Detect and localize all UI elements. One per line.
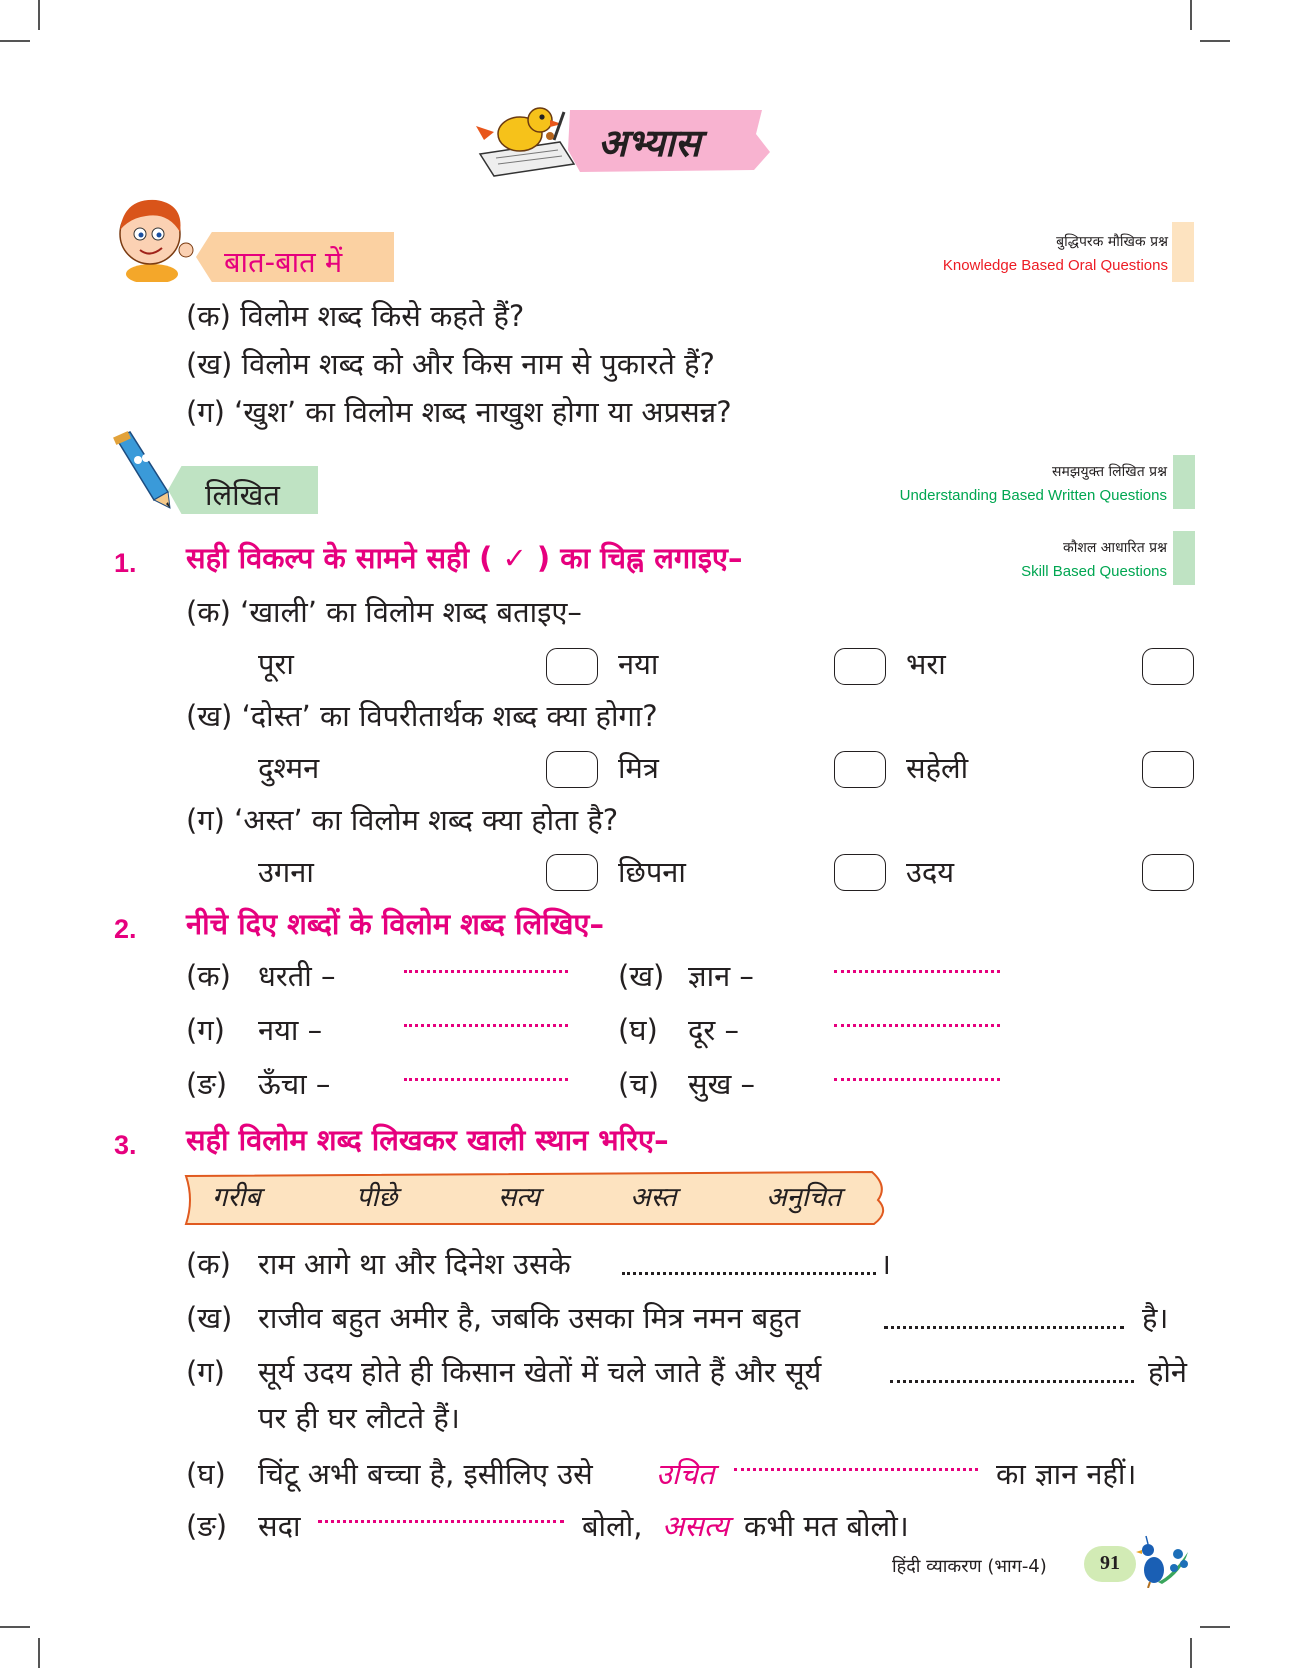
crop-mark bbox=[38, 0, 40, 30]
skill-tag-english: Skill Based Questions bbox=[1021, 563, 1167, 580]
word-bank-banner bbox=[184, 1168, 892, 1228]
oral-label: बात-बात में bbox=[224, 245, 343, 279]
answer-blank[interactable] bbox=[622, 1272, 876, 1275]
oral-question: (क) विलोम शब्द किसे कहते हैं? bbox=[186, 299, 525, 333]
highlighted-word: उचित bbox=[656, 1457, 715, 1491]
crop-mark bbox=[1200, 40, 1230, 42]
mcq-option: नया bbox=[618, 647, 659, 681]
answer-blank[interactable] bbox=[834, 1024, 1000, 1027]
boy-mascot bbox=[106, 190, 202, 282]
sentence-end: है। bbox=[1142, 1301, 1169, 1335]
book-title: हिंदी व्याकरण (भाग-4) bbox=[892, 1556, 1047, 1577]
answer-checkbox[interactable] bbox=[1142, 648, 1194, 685]
pencil-mascot bbox=[108, 430, 176, 510]
crop-mark bbox=[1190, 0, 1192, 30]
answer-blank[interactable] bbox=[734, 1468, 978, 1471]
highlighted-word: असत्य bbox=[662, 1509, 729, 1543]
written-question-tag bbox=[900, 462, 1167, 504]
oral-tag-hindi: बुद्धिपरक मौखिक प्रश्न bbox=[1056, 234, 1168, 250]
mcq-question: (क) ‘खाली’ का विलोम शब्द बताइए– bbox=[186, 595, 582, 629]
sentence-text: सदा bbox=[258, 1509, 301, 1543]
answer-blank[interactable] bbox=[404, 1024, 568, 1027]
word-bank-item: अनुचित bbox=[766, 1182, 842, 1213]
mcq-option: पूरा bbox=[258, 647, 294, 681]
pencil-icon bbox=[108, 430, 176, 510]
antonym-label: (घ) bbox=[618, 1013, 658, 1047]
question-title: सही विलोम शब्द लिखकर खाली स्थान भरिए– bbox=[186, 1123, 669, 1157]
mcq-option: सहेली bbox=[906, 751, 969, 785]
oral-tag-english: Knowledge Based Oral Questions bbox=[942, 257, 1168, 274]
answer-blank[interactable] bbox=[834, 970, 1000, 973]
antonym-label: (क) bbox=[186, 959, 231, 993]
boy-icon bbox=[106, 190, 202, 282]
sentence-end: बोलो, bbox=[582, 1509, 643, 1543]
sentence-end: होने bbox=[1148, 1355, 1188, 1389]
mcq-option: दुश्मन bbox=[258, 751, 320, 785]
oral-question: (ख) विलोम शब्द को और किस नाम से पुकारते हैं? bbox=[186, 347, 715, 381]
word-bank-item: गरीब bbox=[212, 1182, 261, 1213]
antonym-label: (ग) bbox=[186, 1013, 225, 1047]
antonym-word: दूर – bbox=[688, 1013, 739, 1047]
skill-tag-bar bbox=[1173, 531, 1195, 585]
answer-checkbox[interactable] bbox=[834, 854, 886, 891]
written-tag-hindi: समझयुक्त लिखित प्रश्न bbox=[1052, 464, 1167, 480]
sentence-label: (ख) bbox=[186, 1301, 233, 1335]
sentence-label: (क) bbox=[186, 1247, 231, 1281]
answer-checkbox[interactable] bbox=[546, 854, 598, 891]
mcq-question: (ग) ‘अस्त’ का विलोम शब्द क्या होता है? bbox=[186, 803, 619, 837]
peacock-shape bbox=[1132, 1532, 1192, 1588]
antonym-label: (ख) bbox=[618, 959, 665, 993]
mcq-option: उदय bbox=[906, 855, 955, 889]
answer-blank[interactable] bbox=[884, 1326, 1124, 1329]
word-bank-item: पीछे bbox=[356, 1182, 398, 1213]
crop-mark bbox=[0, 1626, 30, 1628]
sentence-label: (घ) bbox=[186, 1457, 226, 1491]
sentence-text: चिंटू अभी बच्चा है, इसीलिए उसे bbox=[258, 1457, 593, 1491]
question-title: सही विकल्प के सामने सही ( ✓ ) का चिह्न लगाइए– bbox=[186, 541, 743, 575]
crop-mark bbox=[0, 40, 30, 42]
sentence-text: सूर्य उदय होते ही किसान खेतों में चले जाते हैं और सूर्य bbox=[258, 1355, 822, 1389]
antonym-word: धरती – bbox=[258, 959, 336, 993]
written-tag-english: Understanding Based Written Questions bbox=[899, 487, 1167, 504]
written-label: लिखित bbox=[205, 478, 280, 512]
crop-mark bbox=[38, 1638, 40, 1668]
sentence-end: । bbox=[880, 1247, 891, 1281]
sentence-label: (ङ) bbox=[186, 1509, 228, 1543]
sentence-text: राम आगे था और दिनेश उसके bbox=[258, 1247, 571, 1281]
header-banner bbox=[470, 92, 780, 184]
sentence-text: राजीव बहुत अमीर है, जबकि उसका मित्र नमन बहुत bbox=[258, 1301, 801, 1335]
antonym-word: ज्ञान – bbox=[688, 959, 754, 993]
answer-checkbox[interactable] bbox=[1142, 854, 1194, 891]
answer-checkbox[interactable] bbox=[1142, 751, 1194, 788]
question-title: नीचे दिए शब्दों के विलोम शब्द लिखिए– bbox=[186, 907, 604, 941]
answer-blank[interactable] bbox=[404, 1078, 568, 1081]
exercise-title: अभ्यास bbox=[598, 121, 701, 165]
oral-question: (ग) ‘खुश’ का विलोम शब्द नाखुश होगा या अप्रसन्न? bbox=[186, 395, 732, 429]
word-bank-item: अस्त bbox=[630, 1182, 677, 1213]
question-number: 2. bbox=[114, 914, 137, 944]
antonym-label: (ङ) bbox=[186, 1067, 228, 1101]
antonym-word: सुख – bbox=[688, 1067, 756, 1101]
sentence-tail: कभी मत बोलो। bbox=[744, 1509, 909, 1543]
answer-checkbox[interactable] bbox=[546, 648, 598, 685]
word-bank-item: सत्य bbox=[498, 1182, 540, 1213]
page-number: 91 bbox=[1100, 1552, 1120, 1574]
answer-blank[interactable] bbox=[834, 1078, 1000, 1081]
mcq-option: छिपना bbox=[618, 855, 686, 889]
crop-mark bbox=[1200, 1626, 1230, 1628]
answer-checkbox[interactable] bbox=[834, 648, 886, 685]
oral-question-tag bbox=[943, 232, 1168, 274]
mcq-option: भरा bbox=[906, 647, 946, 681]
mcq-option: मित्र bbox=[618, 751, 659, 785]
answer-checkbox[interactable] bbox=[834, 751, 886, 788]
answer-blank[interactable] bbox=[404, 970, 568, 973]
mcq-option: उगना bbox=[258, 855, 314, 889]
crop-mark bbox=[1190, 1638, 1192, 1668]
skill-question-tag bbox=[1021, 538, 1167, 580]
sentence-label: (ग) bbox=[186, 1355, 225, 1389]
sentence-continuation: पर ही घर लौटते हैं। bbox=[258, 1401, 460, 1435]
answer-blank[interactable] bbox=[318, 1520, 564, 1523]
question-number: 3. bbox=[114, 1130, 137, 1160]
antonym-word: नया – bbox=[258, 1013, 323, 1047]
written-tag-bar bbox=[1173, 455, 1195, 509]
skill-tag-hindi: कौशल आधारित प्रश्न bbox=[1062, 540, 1167, 556]
peacock-icon bbox=[1132, 1532, 1192, 1588]
answer-blank[interactable] bbox=[890, 1380, 1134, 1383]
mcq-question: (ख) ‘दोस्त’ का विपरीतार्थक शब्द क्या होगा? bbox=[186, 699, 658, 733]
antonym-word: ऊँचा – bbox=[258, 1067, 331, 1101]
answer-checkbox[interactable] bbox=[546, 751, 598, 788]
antonym-label: (च) bbox=[618, 1067, 660, 1101]
oral-tag-bar bbox=[1172, 222, 1194, 282]
sentence-end: का ज्ञान नहीं। bbox=[996, 1457, 1137, 1491]
question-number: 1. bbox=[114, 548, 137, 578]
